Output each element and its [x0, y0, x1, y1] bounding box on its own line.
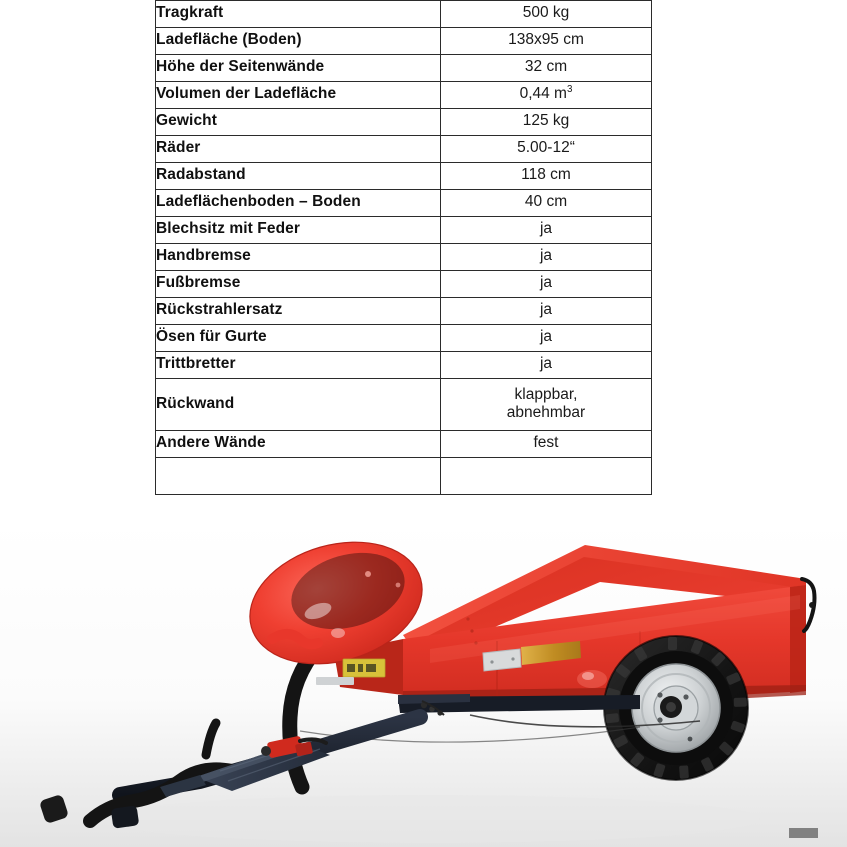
spec-value: 125 kg: [441, 109, 652, 136]
spec-value: 5.00-12“: [441, 136, 652, 163]
table-row-empty: [156, 458, 652, 495]
table-row: [156, 325, 652, 352]
mount-bracket: [483, 649, 521, 671]
seat-rivet: [365, 571, 371, 577]
lever-pivot: [261, 746, 271, 756]
spec-value-text: 0,44 m: [519, 85, 567, 103]
bed-highlight-spot: [582, 672, 594, 680]
spec-key: Ladeflächenboden – Boden: [156, 190, 441, 217]
spec-value: [441, 458, 652, 495]
spec-value: [441, 379, 652, 431]
table-row: [156, 217, 652, 244]
table-row: [156, 82, 652, 109]
corner-gray-bar: [789, 828, 818, 838]
spec-value: 40 cm: [441, 190, 652, 217]
lug-bolt: [657, 692, 662, 697]
lug-bolt: [657, 717, 662, 722]
hitch-coupling: [111, 805, 140, 828]
spec-key: [156, 458, 441, 495]
seat-highlight: [331, 628, 345, 638]
spec-value: 138x95 cm: [441, 28, 652, 55]
spec-key: Rückstrahlersatz: [156, 298, 441, 325]
spec-key: Gewicht: [156, 109, 441, 136]
spec-key: Handbremse: [156, 244, 441, 271]
spec-value: ja: [441, 244, 652, 271]
table-row: [156, 1, 652, 28]
specification-table: [155, 0, 652, 495]
product-photo: [0, 519, 847, 847]
spec-value-line-1: klappbar,: [514, 385, 578, 403]
spec-value: 500 kg: [441, 1, 652, 28]
bed-rivet: [466, 617, 469, 620]
table-row: [156, 431, 652, 458]
spec-key: Rückwand: [156, 379, 441, 431]
bed-rivet: [470, 629, 473, 632]
spec-key: Trittbretter: [156, 352, 441, 379]
spec-key: Ösen für Gurte: [156, 325, 441, 352]
spec-key: Höhe der Seitenwände: [156, 55, 441, 82]
spec-value: ja: [441, 271, 652, 298]
spec-value: fest: [441, 431, 652, 458]
spec-value: ja: [441, 298, 652, 325]
spec-key: Fußbremse: [156, 271, 441, 298]
table-row: [156, 55, 652, 82]
spec-key: Radabstand: [156, 163, 441, 190]
seat-rivet: [396, 583, 401, 588]
table-row: [156, 298, 652, 325]
spec-value-superscript: 3: [566, 84, 573, 96]
spec-value: [441, 82, 652, 109]
specification-table-container: [155, 0, 651, 519]
spec-key: Blechsitz mit Feder: [156, 217, 441, 244]
spec-key: Volumen der Ladefläche: [156, 82, 441, 109]
spec-key: Tragkraft: [156, 1, 441, 28]
spec-value: ja: [441, 217, 652, 244]
table-row: [156, 136, 652, 163]
spec-value: 118 cm: [441, 163, 652, 190]
ground-shadow: [100, 795, 760, 843]
table-row: [156, 163, 652, 190]
table-row: [156, 28, 652, 55]
hub-cap: [666, 702, 676, 712]
table-row: [156, 190, 652, 217]
spec-key: Räder: [156, 136, 441, 163]
spec-key: Ladefläche (Boden): [156, 28, 441, 55]
table-row: [156, 379, 652, 431]
spec-key: Andere Wände: [156, 431, 441, 458]
specification-table-body: [156, 1, 652, 495]
table-row: [156, 244, 652, 271]
bed-highlight-spot: [577, 670, 607, 688]
table-row: [156, 109, 652, 136]
spec-value: 32 cm: [441, 55, 652, 82]
table-row: [156, 352, 652, 379]
lug-bolt: [683, 694, 688, 699]
serial-plate: [316, 677, 354, 685]
spec-value-line-2: abnehmbar: [506, 404, 586, 421]
trailer-illustration: [0, 519, 847, 847]
valve-stem: [688, 737, 693, 742]
spec-value: ja: [441, 325, 652, 352]
spec-value: ja: [441, 352, 652, 379]
table-row: [156, 271, 652, 298]
